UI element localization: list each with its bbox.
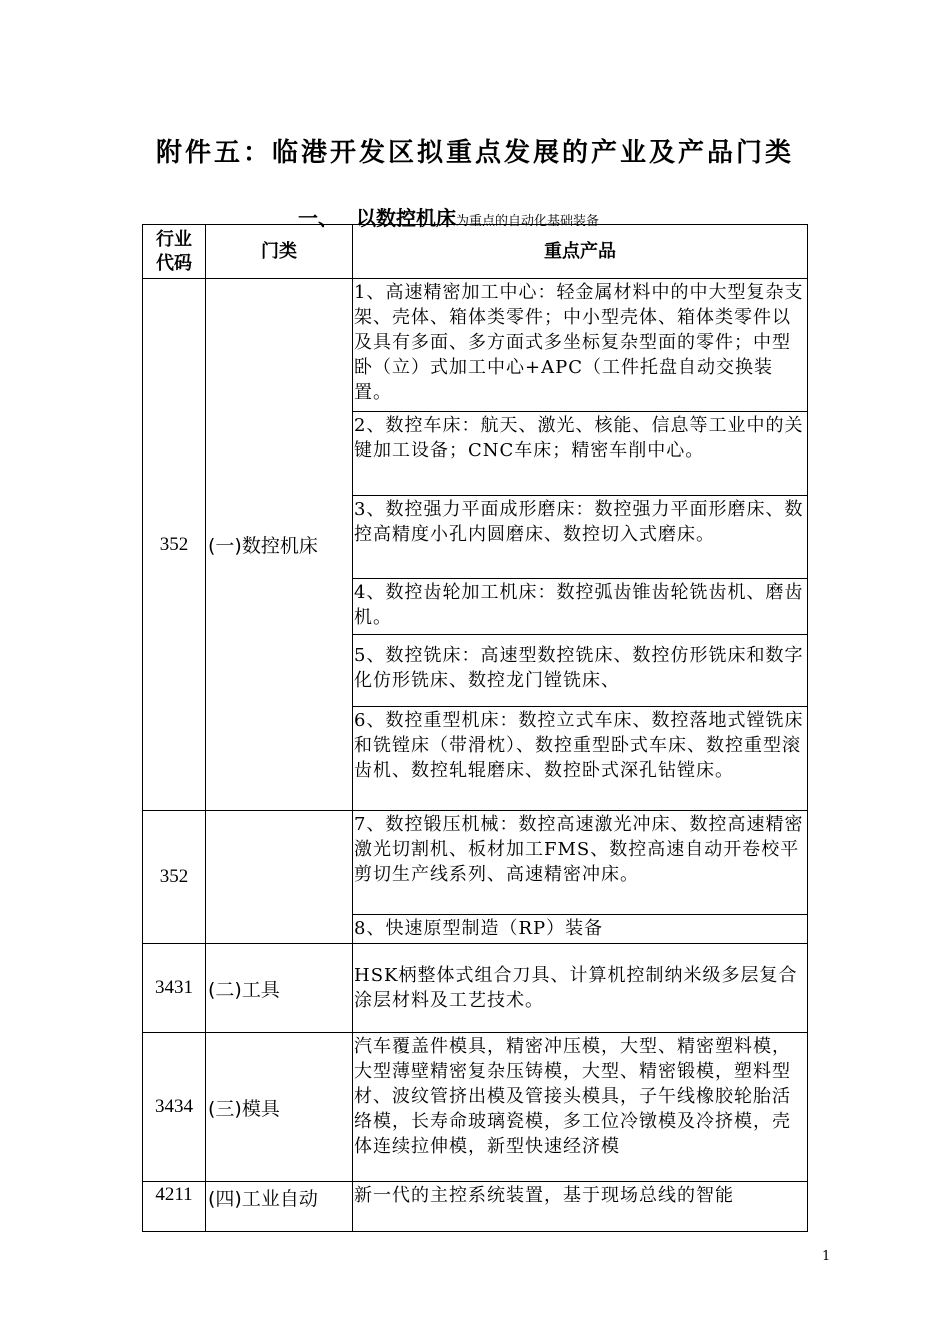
product-cell: 1、高速精密加工中心：轻金属材料中的中大型复杂支架、壳体、箱体类零件；中小型壳体、箱体类零件以及具有多面、多方面式多坐标复杂型面的零件；中型卧（立）式加工中心+APC（工件托盘自动交换装置。	[353, 279, 808, 412]
section-small-text: 为重点的自动化基础装备	[456, 214, 600, 229]
industry-code: 352	[143, 279, 206, 811]
product-cell: 6、数控重型机床：数控立式车床、数控落地式镗铣床和铣镗床（带滑枕）、数控重型卧式车床、数控重型滚齿机、数控轧辊磨床、数控卧式深孔钻镗床。	[353, 707, 808, 811]
page-title: 附件五：临港开发区拟重点发展的产业及产品门类	[155, 138, 794, 168]
product-cell: 4、数控齿轮加工机床：数控弧齿锥齿轮铣齿机、磨齿机。	[353, 579, 808, 635]
table-row	[143, 279, 808, 412]
category-cell: (三)模具	[206, 1033, 353, 1182]
industry-code: 3431	[143, 944, 206, 1033]
product-cell: HSK柄整体式组合刀具、计算机控制纳米级多层复合涂层材料及工艺技术。	[353, 944, 808, 1033]
table-row	[143, 811, 808, 915]
table-row	[143, 1182, 808, 1232]
table-header-row	[143, 225, 808, 279]
product-table	[142, 224, 808, 1232]
category-cell: (一)数控机床	[206, 279, 353, 811]
product-cell: 8、快速原型制造（RP）装备	[353, 915, 808, 944]
product-cell: 汽车覆盖件模具，精密冲压模，大型、精密塑料模，大型薄壁精密复杂压铸模，大型、精密锻模，塑料型材、波纹管挤出模及管接头模具，子午线橡胶轮胎活络模，长寿命玻璃瓷模，多工位冷镦模及冷挤模，壳体连续拉伸模，新型快速经济模	[353, 1033, 808, 1182]
header-code: 行业代码	[143, 225, 206, 279]
header-category: 门类	[206, 225, 353, 279]
category-cell: (四)工业自动	[206, 1182, 353, 1232]
industry-code: 352	[143, 811, 206, 944]
industry-code: 3434	[143, 1033, 206, 1182]
section-bold-text: 以数控机床	[356, 206, 456, 230]
product-cell: 7、数控锻压机械：数控高速激光冲床、数控高速精密激光切割机、板材加工FMS、数控高速自动开卷校平剪切生产线系列、高速精密冲床。	[353, 811, 808, 915]
table-row	[143, 1033, 808, 1182]
category-cell	[206, 811, 353, 944]
page-number: 1	[822, 1249, 831, 1264]
product-cell: 新一代的主控系统装置，基于现场总线的智能	[353, 1182, 808, 1232]
product-cell: 3、数控强力平面成形磨床：数控强力平面形磨床、数控高精度小孔内圆磨床、数控切入式磨床。	[353, 496, 808, 579]
header-products: 重点产品	[353, 225, 808, 279]
product-cell: 2、数控车床：航天、激光、核能、信息等工业中的关键加工设备；CNC车床；精密车削中心。	[353, 412, 808, 496]
category-cell: (二)工具	[206, 944, 353, 1033]
section-number: 一、	[298, 206, 338, 230]
industry-code: 4211	[143, 1182, 206, 1232]
table-row	[143, 944, 808, 1033]
product-cell: 5、数控铣床：高速型数控铣床、数控仿形铣床和数字化仿形铣床、数控龙门镗铣床、	[353, 635, 808, 707]
